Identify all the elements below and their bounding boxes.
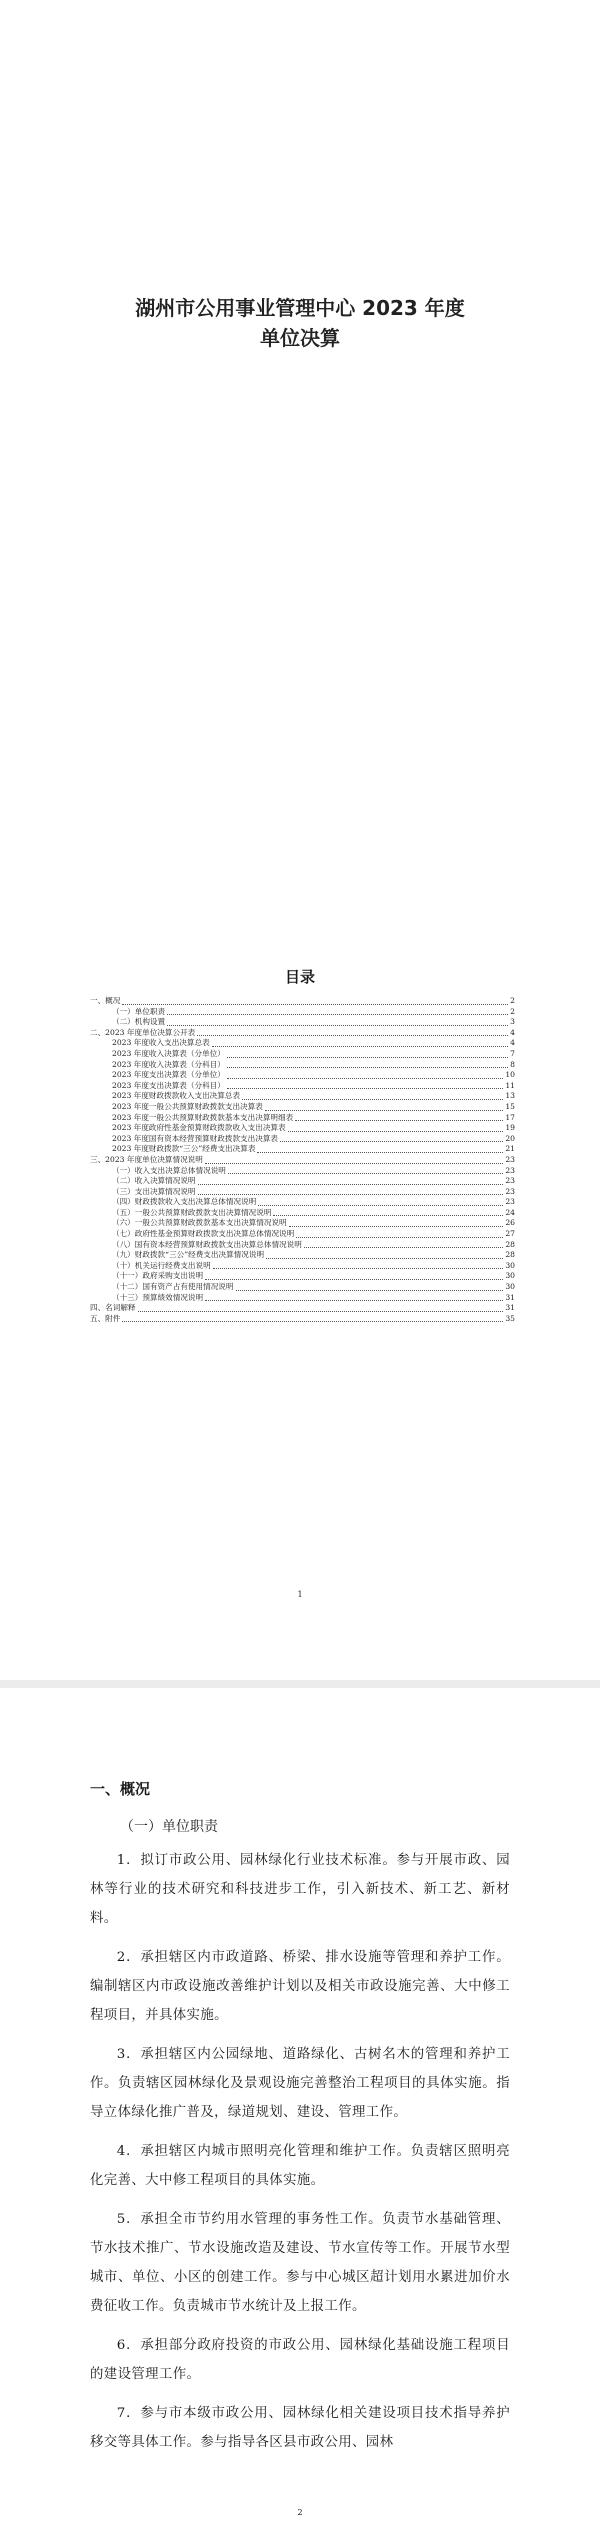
body-paragraph: 3．承担辖区内公园绿地、道路绿化、古树名木的管理和养护工作。负责辖区园林绿化及景观设施完善整治工程项目的具体实施。指导立体绿化推广普及，绿道规划、建设、管理工作。: [90, 2047, 510, 2120]
toc-entry-page: 4: [510, 1038, 515, 1048]
toc-entry-page: 30: [505, 1260, 515, 1270]
toc-entry[interactable]: [90, 1091, 515, 1102]
toc-leader-dots: [198, 1184, 504, 1185]
toc-entry[interactable]: [90, 1017, 515, 1028]
toc-entry-page: 31: [505, 1292, 515, 1302]
toc-entry-page: 23: [505, 1176, 515, 1186]
toc-entry-label: （一）收入支出决算总体情况说明: [112, 1165, 226, 1175]
cover-title-line-2: 单位决算: [260, 326, 340, 350]
subsection-title: （一）单位职责: [120, 1819, 218, 1835]
toc-entry-page: 10: [505, 1070, 515, 1080]
toc-leader-dots: [167, 1025, 508, 1026]
toc-leader-dots: [212, 1046, 508, 1047]
toc-entry-label: （七）政府性基金预算财政拨款支出决算总体情况说明: [112, 1229, 295, 1239]
toc-leader-dots: [280, 1141, 503, 1142]
toc-leader-dots: [198, 1194, 504, 1195]
toc-entry-label: 二、2023 年度单位决算公开表: [90, 1027, 196, 1037]
toc-entry[interactable]: [90, 1144, 515, 1155]
toc-entry-page: 30: [505, 1282, 515, 1292]
toc-entry[interactable]: [90, 1134, 515, 1145]
toc-leader-dots: [227, 1078, 503, 1079]
toc-leader-dots: [213, 1268, 504, 1269]
cover-title-line-1: 湖州市公用事业管理中心 2023 年度: [135, 296, 465, 320]
toc-entry-label: （五）一般公共预算财政拨款支出决算情况说明: [112, 1207, 272, 1217]
toc-entry-page: 28: [505, 1239, 515, 1249]
toc-entry-page: 13: [505, 1091, 515, 1101]
toc-entry-page: 30: [505, 1271, 515, 1281]
toc-entry[interactable]: [90, 1070, 515, 1081]
toc-entry-label: 2023 年度支出决算表（分单位）: [112, 1070, 225, 1080]
toc-entry-page: 35: [505, 1313, 515, 1323]
toc-entry[interactable]: [90, 1113, 515, 1124]
toc-leader-dots: [205, 1279, 503, 1280]
toc-entry[interactable]: [90, 1197, 515, 1208]
toc-entry[interactable]: [90, 1123, 515, 1134]
toc-entry-label: 四、名词解释: [90, 1303, 136, 1313]
toc-entry[interactable]: [90, 1187, 515, 1198]
toc-entry-page: 2: [510, 1006, 515, 1016]
toc-leader-dots: [197, 1035, 508, 1036]
toc-entry-label: 三、2023 年度单位决算情况说明: [90, 1154, 203, 1164]
toc-entry[interactable]: [90, 1282, 515, 1293]
toc-entry[interactable]: [90, 1303, 515, 1314]
toc-leader-dots: [205, 1163, 503, 1164]
document-page-2: [0, 1688, 600, 2544]
toc-entry[interactable]: [90, 1038, 515, 1049]
toc-leader-dots: [227, 1067, 508, 1068]
toc-entry[interactable]: [90, 1250, 515, 1261]
toc-entry-page: 20: [505, 1133, 515, 1143]
toc-leader-dots: [122, 1004, 508, 1005]
toc-entry-page: 21: [505, 1144, 515, 1154]
toc-entry-label: 2023 年度政府性基金预算财政拨款收入支出决算表: [112, 1123, 286, 1133]
toc-entry-page: 4: [510, 1027, 515, 1037]
toc-heading: 目录: [284, 968, 315, 986]
toc-entry[interactable]: [90, 1314, 515, 1325]
toc-entry[interactable]: [90, 1007, 515, 1018]
toc-entry[interactable]: [90, 1218, 515, 1229]
toc-leader-dots: [257, 1152, 503, 1153]
toc-entry[interactable]: [90, 1060, 515, 1071]
toc-leader-dots: [296, 1237, 503, 1238]
toc-entry-label: （二）收入决算情况说明: [112, 1176, 196, 1186]
toc-entry[interactable]: [90, 1229, 515, 1240]
toc-leader-dots: [289, 1226, 504, 1227]
toc-entry[interactable]: [90, 1049, 515, 1060]
toc-leader-dots: [122, 1321, 503, 1322]
toc-entry-label: （二）机构设置: [112, 1017, 166, 1027]
toc-entry[interactable]: [90, 1166, 515, 1177]
toc-leader-dots: [266, 1258, 503, 1259]
body-text: [90, 1846, 510, 2467]
toc-entry-label: （十二）国有资产占有使用情况说明: [112, 1282, 234, 1292]
toc-leader-dots: [265, 1110, 503, 1111]
toc-entry[interactable]: [90, 1208, 515, 1219]
toc-entry[interactable]: [90, 1240, 515, 1251]
page-number: 2: [297, 2508, 303, 2517]
toc-leader-dots: [304, 1247, 503, 1248]
toc-entry-label: 2023 年度支出决算表（分科目）: [112, 1080, 225, 1090]
toc-entry-label: 2023 年度收入决算表（分单位）: [112, 1048, 225, 1058]
body-paragraph: 1．拟订市政公用、园林绿化行业技术标准。参与开展市政、园林等行业的技术研究和科技进步工作，引入新技术、新工艺、新材料。: [90, 1853, 510, 1926]
toc-entry-page: 8: [510, 1059, 515, 1069]
toc-entry-page: 11: [505, 1080, 515, 1090]
toc-entry[interactable]: [90, 1176, 515, 1187]
toc-leader-dots: [227, 1057, 508, 1058]
toc-entry-page: 15: [505, 1101, 515, 1111]
toc-entry-label: 2023 年度国有资本经营预算财政拨款支出决算表: [112, 1133, 279, 1143]
toc-entry-page: 17: [505, 1112, 515, 1122]
toc-entry-page: 24: [505, 1207, 515, 1217]
toc-entry-page: 23: [505, 1186, 515, 1196]
toc-leader-dots: [273, 1215, 503, 1216]
toc-entry-label: 2023 年度一般公共预算财政拨款支出决算表: [112, 1101, 263, 1111]
toc-entry[interactable]: [90, 996, 515, 1007]
toc-entry-page: 19: [505, 1123, 515, 1133]
toc-entry-page: 28: [505, 1250, 515, 1260]
toc-entry-label: （六）一般公共预算财政拨款基本支出决算情况说明: [112, 1218, 287, 1228]
toc-entry-page: 23: [505, 1165, 515, 1175]
toc-entry-page: 26: [505, 1218, 515, 1228]
toc-leader-dots: [167, 1014, 508, 1015]
toc-entry[interactable]: [90, 1028, 515, 1039]
toc-entry-label: 2023 年度收入决算表（分科目）: [112, 1059, 225, 1069]
body-paragraph: 4．承担辖区内城市照明亮化管理和维护工作。负责辖区照明亮化完善、大中修工程项目的具体实施。: [90, 2144, 510, 2188]
toc-entry-page: 2: [510, 996, 515, 1005]
toc-leader-dots: [295, 1120, 503, 1121]
toc-entry-page: 3: [510, 1017, 515, 1027]
section-title: 一、概况: [90, 1780, 151, 1798]
toc-entry-page: 27: [505, 1229, 515, 1239]
page-number: 1: [297, 1590, 303, 1599]
toc-leader-dots: [228, 1173, 503, 1174]
toc-entry-label: 2023 年度收入支出决算总表: [112, 1038, 210, 1048]
toc-entry[interactable]: [90, 1293, 515, 1304]
toc-entry-page: 23: [505, 1154, 515, 1164]
toc-entry-page: 7: [510, 1048, 515, 1058]
toc-entry-label: 一、概况: [90, 996, 121, 1005]
toc-leader-dots: [258, 1205, 503, 1206]
toc-entry-label: （三）支出决算情况说明: [112, 1186, 196, 1196]
toc-entry[interactable]: [90, 1155, 515, 1166]
toc-entry[interactable]: [90, 1261, 515, 1272]
toc-entry-label: 五、附件: [90, 1313, 121, 1323]
toc-entry-label: 2023 年度一般公共预算财政拨款基本支出决算明细表: [112, 1112, 294, 1122]
toc-entry[interactable]: [90, 1271, 515, 1282]
toc-leader-dots: [288, 1131, 504, 1132]
table-of-contents: [90, 996, 515, 1324]
toc-entry-label: （十三）预算绩效情况说明: [112, 1292, 204, 1302]
toc-leader-dots: [205, 1300, 503, 1301]
toc-entry[interactable]: [90, 1102, 515, 1113]
toc-entry-label: 2023 年度财政拨款“三公”经费支出决算表: [112, 1144, 256, 1154]
toc-entry-page: 31: [505, 1303, 515, 1313]
toc-entry-label: （九）财政拨款“三公”经费支出决算情况说明: [112, 1250, 265, 1260]
toc-entry-label: 2023 年度财政拨款收入支出决算总表: [112, 1091, 241, 1101]
body-paragraph: 6．承担部分政府投资的市政公用、园林绿化基础设施工程项目的建设管理工作。: [90, 2338, 510, 2382]
toc-entry-label: （一）单位职责: [112, 1006, 166, 1016]
toc-leader-dots: [138, 1311, 504, 1312]
toc-entry[interactable]: [90, 1081, 515, 1092]
toc-entry-page: 23: [505, 1197, 515, 1207]
toc-entry-label: （四）财政拨款收入支出决算总体情况说明: [112, 1197, 257, 1207]
toc-entry-label: （十）机关运行经费支出说明: [112, 1260, 211, 1270]
body-paragraph: 5．承担全市节约用水管理的事务性工作。负责节水基础管理、节水技术推广、节水设施改造及建设、节水宣传等工作。开展节水型城市、单位、小区的创建工作。参与中心城区超计划用水累进加价水费征收工作。负责城市节水统计及上报工作。: [90, 2212, 510, 2314]
toc-entry-label: （八）国有资本经营预算财政拨款支出决算总体情况说明: [112, 1239, 302, 1249]
body-paragraph: 2．承担辖区内市政道路、桥梁、排水设施等管理和养护工作。编制辖区内市政设施改善维护计划以及相关市政设施完善、大中修工程项目，并具体实施。: [90, 1950, 510, 2023]
toc-entry-label: （十一）政府采购支出说明: [112, 1271, 204, 1281]
toc-leader-dots: [236, 1290, 504, 1291]
toc-leader-dots: [242, 1099, 503, 1100]
body-paragraph: 7．参与市本级市政公用、园林绿化相关建设项目技术指导养护移交等具体工作。参与指导各区县市政公用、园林: [90, 2406, 510, 2450]
toc-leader-dots: [227, 1088, 503, 1089]
